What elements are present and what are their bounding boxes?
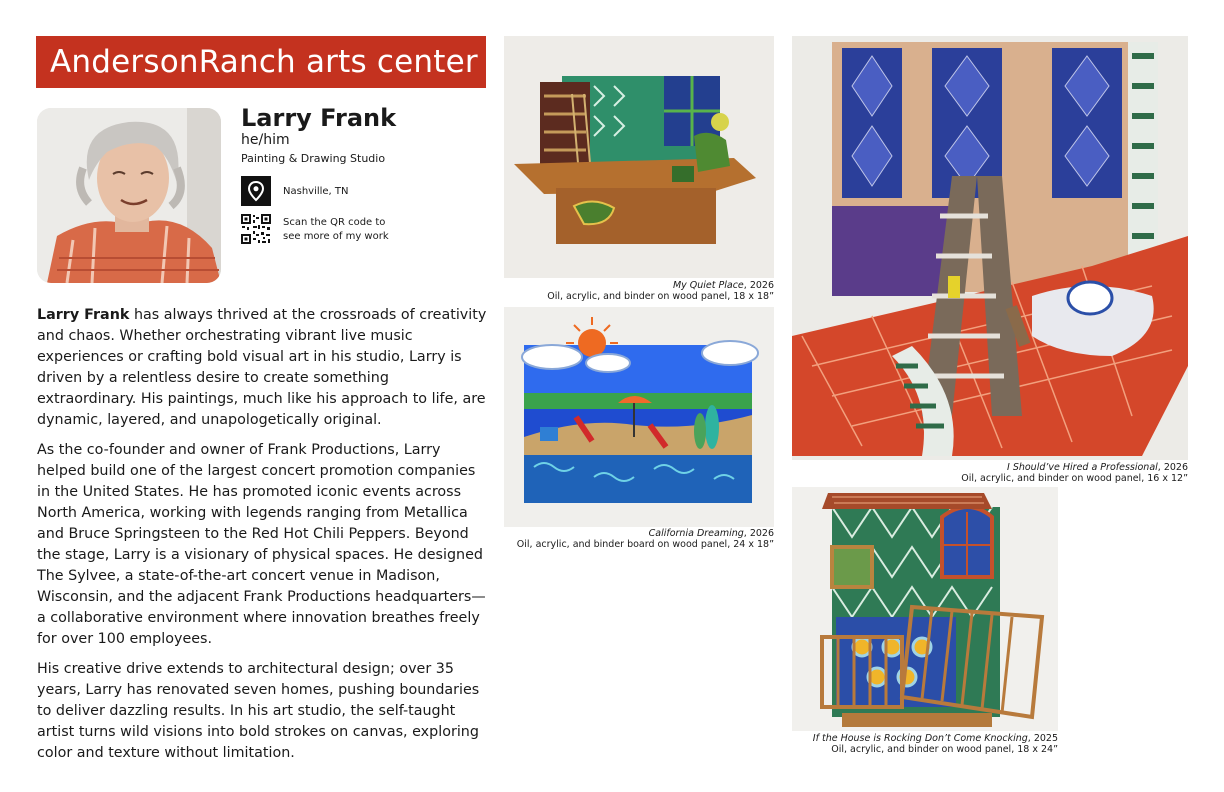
brand-banner [36,36,486,88]
bio-artist-name: Larry Frank [37,307,130,323]
brand-primary: AndersonRanch [50,44,296,80]
artwork-year: , 2026 [743,528,774,539]
artwork-medium: Oil, acrylic, and binder on wood panel, 18 x 18” [547,291,774,302]
artwork-image-my-quiet-place [504,36,774,278]
artwork-title: My Quiet Place [672,280,744,291]
bio-paragraph-1-text: has always thrived at the crossroads of creativity and chaos. Whether orchestrating vibrant live music experiences or crafting bold visual art in his studio, Larry is driven by a relentless desire to create something extraordinary. His paintings, much like his approach to life, are dynamic, layered, and unapologetically original. [37,307,487,428]
location-pin-icon [241,176,271,206]
artwork-caption [504,280,774,302]
artist-portrait [37,108,221,283]
artwork-medium: Oil, acrylic, and binder on wood panel, 16 x 12” [961,473,1188,484]
artist-studio: Painting & Drawing Studio [241,152,386,165]
artwork-year: , 2025 [1027,733,1058,744]
artist-location: Nashville, TN [283,186,349,197]
qr-code-icon[interactable] [241,214,271,244]
artist-name: Larry Frank [241,104,397,132]
artwork-medium: Oil, acrylic, and binder board on wood panel, 24 x 18” [516,539,774,550]
artwork-title: I Should’ve Hired a Professional [1007,462,1158,473]
artwork-title: If the House is Rocking Don’t Come Knocking [812,733,1028,744]
qr-instructions [283,216,413,244]
bio-paragraph-1 [37,305,492,431]
artwork-image-house-is-rocking [792,487,1058,731]
artist-pronouns: he/him [241,132,290,148]
artwork-year: , 2026 [1157,462,1188,473]
qr-line-1: Scan the QR code to [283,217,386,228]
artwork-caption [504,528,774,550]
artwork-caption [792,462,1188,484]
artwork-year: , 2026 [743,280,774,291]
qr-line-2: see more of my work [283,231,389,242]
artwork-image-hired-a-professional [792,36,1188,460]
artwork-image-california-dreaming [504,307,774,527]
artist-bio [37,305,492,773]
artwork-title: California Dreaming [648,528,744,539]
artwork-medium: Oil, acrylic, and binder on wood panel, 18 x 24” [831,744,1058,755]
bio-paragraph-2: As the co-founder and owner of Frank Productions, Larry helped build one of the largest concert promotion companies in the United States. He has promoted iconic events across North America, working with legends ranging from Metallica and Bruce Springsteen to the Red Hot Chili Peppers. Beyond the stage, Larry is a visionary of physical spaces. He designed The Sylvee, a state-of-the-art concert venue in Madison, Wisconsin, and the adjacent Frank Productions headquarters—a collaborative environment where innovation breathes freely for over 100 employees. [37,442,486,647]
brand-secondary: arts center [295,44,478,80]
bio-paragraph-3: His creative drive extends to architectural design; over 35 years, Larry has renovated seven homes, pushing boundaries to deliver dazzling results. In his art studio, the self-taught artist turns wild visions into bold strokes on canvas, exploring color and texture without limitation. [37,661,480,761]
artwork-caption [792,733,1058,755]
